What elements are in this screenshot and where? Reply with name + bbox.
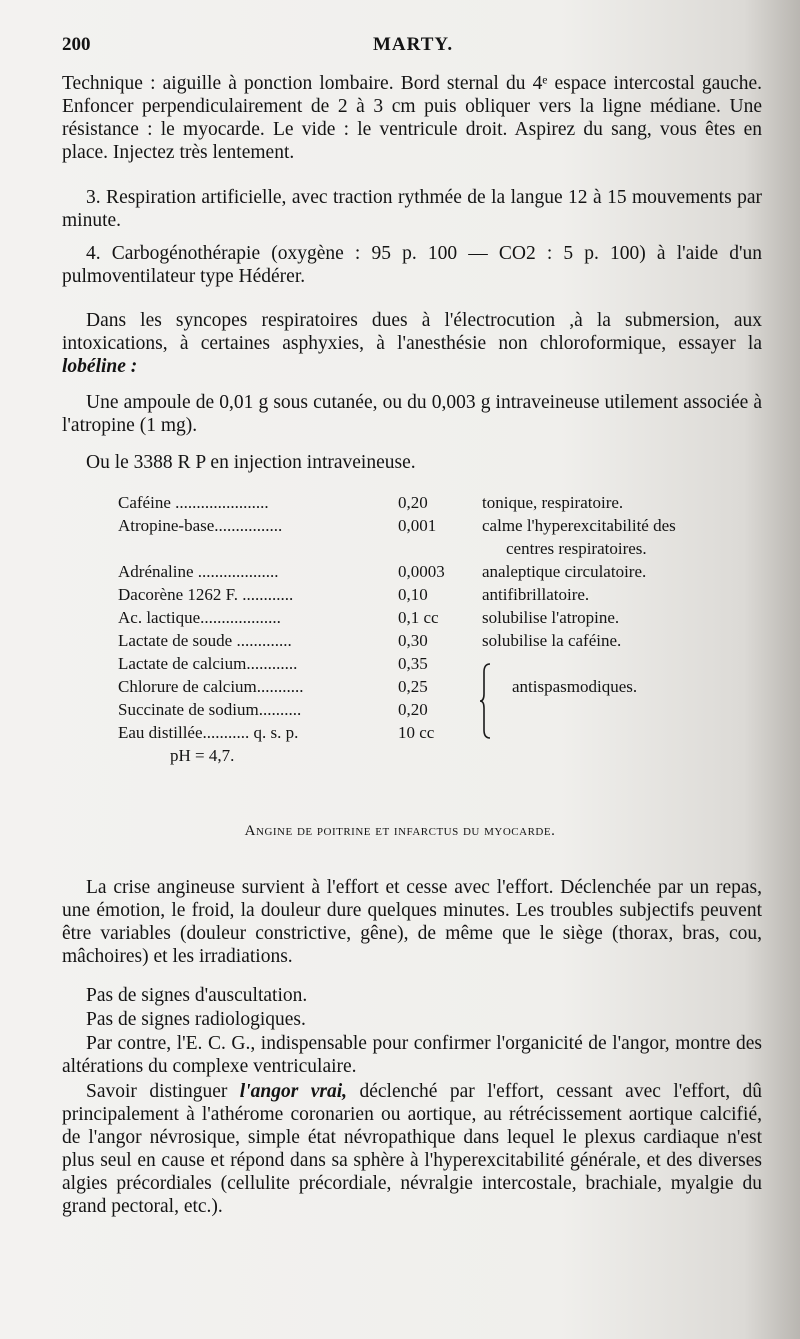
angor-after: déclenché par l'effort, cessant avec l'effort, dû principalement à l'athérome coronarien ou aortique, au rétrécissement aortique calcifié, de l'angor névrosique, simple état névropathique dans lequel le plexus cardiaque n'est plus seul en cause et répond dans sa sphère à l'hyperexcitabilité générale, et des diverses algies précordiales (cellulite précordiale, névralgie intercostale, brachiale, myalgie du grand pectoral, etc.). (62, 1081, 763, 1217)
ingredient-name: Succinate de sodium.......... (118, 700, 302, 719)
angor-before: Savoir distinguer (86, 1081, 228, 1102)
ingredient-role: analeptique circulatoire. (482, 562, 647, 581)
ingredient-name: Adrénaline ................... (118, 562, 279, 581)
formula-row (118, 723, 758, 746)
formula-row (118, 585, 758, 608)
ingredient-dose: 0,20 (398, 493, 428, 512)
paragraph-carbogenotherapie: 4. Carbogénothérapie (oxygène : 95 p. 100 — CO2 : 5 p. 100) à l'aide d'un pulmoventilateur type Hédérer. (62, 243, 762, 287)
paragraph-ampoule: Une ampoule de 0,01 g sous cutanée, ou du 0,003 g intraveineuse utilement associée à l'atropine (1 mg). (62, 392, 762, 436)
paragraph-respiration: 3. Respiration artificielle, avec traction rythmée de la langue 12 à 15 mouvements par minute. (62, 187, 762, 231)
ingredient-name: Lactate de soude ............. (118, 631, 292, 650)
page-header (62, 34, 762, 60)
formula-row (118, 608, 758, 631)
paragraph-angor-vrai (62, 1080, 762, 1218)
formula-table (118, 493, 758, 769)
formula-row (118, 631, 758, 654)
ingredient-role: solubilise l'atropine. (482, 608, 620, 627)
ingredient-role: centres respiratoires. (506, 539, 647, 558)
ingredient-name: Dacorène 1262 F. ............ (118, 585, 294, 604)
page-number: 200 (62, 34, 91, 55)
angor-vrai-term: l'angor vrai, (239, 1081, 348, 1102)
brace-icon (480, 662, 494, 740)
paragraph-syncopes (62, 309, 762, 378)
ingredient-dose: 0,35 (398, 654, 428, 673)
ingredient-name: Eau distillée........... q. s. p. (118, 723, 299, 742)
ingredient-dose: 0,25 (398, 677, 428, 696)
ingredient-name: Ac. lactique................... (118, 608, 281, 627)
ingredient-role: tonique, respiratoire. (482, 493, 624, 512)
ingredient-dose: 0,20 (398, 700, 428, 719)
formula-row (118, 562, 758, 585)
ph-value: pH = 4,7. (170, 746, 235, 765)
ingredient-dose: 0,0003 (398, 562, 445, 581)
ingredient-role: antispasmodiques. (512, 677, 638, 696)
ingredient-name: Caféine ...................... (118, 493, 269, 512)
ingredient-name: Chlorure de calcium........... (118, 677, 304, 696)
paragraph-3388rp: Ou le 3388 R P en injection intraveineuse. (86, 452, 416, 473)
ingredient-dose: 0,30 (398, 631, 428, 650)
lobeline-term: lobéline : (62, 356, 138, 377)
formula-row (118, 539, 758, 562)
formula-row (118, 493, 758, 516)
paragraph-ecg: Par contre, l'E. C. G., indispensable pour confirmer l'organicité de l'angor, montre des altérations du complexe ventriculaire. (62, 1033, 762, 1077)
ingredient-role: solubilise la caféine. (482, 631, 622, 650)
ingredient-role: antifibrillatoire. (482, 585, 590, 604)
ingredient-role: calme l'hyperexcitabilité des (482, 516, 676, 535)
ingredient-dose: 0,1 cc (398, 608, 439, 627)
ingredient-name: Lactate de calcium............ (118, 654, 298, 673)
paragraph-crise-angineuse: La crise angineuse survient à l'effort et cesse avec l'effort. Déclenchée par un repas, une émotion, le froid, la douleur dure quelques minutes. Les troubles subjectifs peuvent être variables (douleur constrictive, gêne), de même que le siège (thorax, bras, cou, mâchoires) et les irradiations. (62, 877, 762, 967)
section-title: Angine de poitrine et infarctus du myocarde. (244, 823, 556, 839)
formula-row (118, 700, 758, 723)
formula-row (118, 746, 758, 769)
formula-row (118, 677, 758, 700)
ingredient-dose: 0,10 (398, 585, 428, 604)
ingredient-name: Atropine-base................ (118, 516, 283, 535)
paragraph-radiologiques: Pas de signes radiologiques. (86, 1009, 306, 1030)
ingredient-dose: 10 cc (398, 723, 435, 742)
running-head: MARTY. (373, 34, 454, 55)
paragraph-technique: Technique : aiguille à ponction lombaire. Bord sternal du 4ᵉ espace intercostal gauche. Enfoncer perpendiculairement de 2 à 3 cm puis obliquer vers la ligne médiane. Une résistance : le myocarde. Le vide : le ventricule droit. Aspirez du sang, vous êtes en place. Injectez très lentement. (62, 73, 762, 163)
paragraph-auscultation: Pas de signes d'auscultation. (86, 985, 308, 1006)
paragraph-syncopes-text: Dans les syncopes respiratoires dues à l'électrocution ,à la submersion, aux intoxications, à certaines asphyxies, à l'anesthésie non chloroformique, essayer la (62, 310, 762, 354)
ingredient-dose: 0,001 (398, 516, 437, 535)
formula-row (118, 654, 758, 677)
formula-row (118, 516, 758, 539)
